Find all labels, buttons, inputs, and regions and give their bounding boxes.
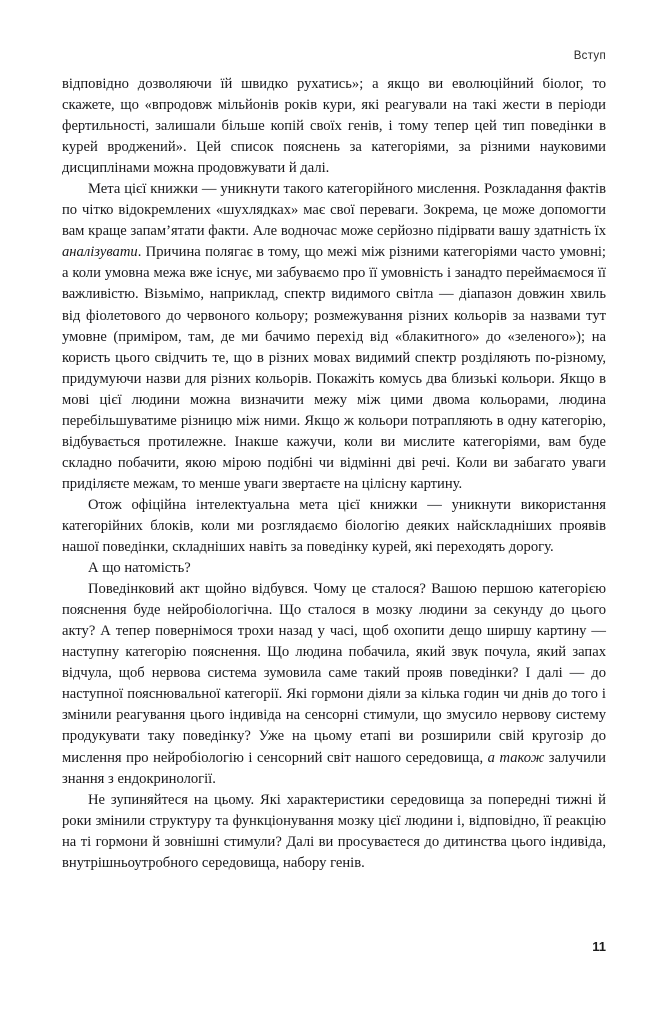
paragraph bbox=[62, 179, 606, 495]
paragraph-text: . Причина полягає в тому, що межі між різними категоріями часто умовні; а коли умовна межа вже існує, ми забуваємо про її умовність і занадто переймаємося її важливістю. Візьмімо, наприклад, спектр видимого світла — діапазон довжин хвиль від фіолетового до червоного кольору; розмежування різних кольорів за назвами тут умовне (приміром, там, де ми бачимо перехід від «блакитного» до «зеленого»); на користь цього свідчить те, що в різних мовах видимий спектр розділяють по-різному, придумуючи назви для різних кольорів. Покажіть комусь два близькі кольори. Якщо в мові цієї людини можна визначити межу між цими двома кольорами, людина перебільшуватиме різницю між ними. Якщо ж кольори потрапляють в одну категорію, відбувається протилежне. Інакше кажучи, коли ви мислите категоріями, вам буде складно побачити, якою мірою подібні чи відмінні дві речі. Коли ви забагато уваги приділяєте межам, то менше уваги звертаєте на цілісну картину. bbox=[62, 244, 606, 492]
paragraph-text: Поведінковий акт щойно відбувся. Чому це сталося? Вашою першою категорією пояснення буде нейробіологічна. Що сталося в мозку людини за секунду до цього акту? А тепер повернімося трохи назад у часі, щоб охопити дещо ширшу картину — наступну категорію пояснення. Що людина побачила, який звук почула, який запах відчула, щоб нервова система зумовила саме такий прояв поведінки? І далі — до наступної пояснювальної категорії. Які гормони діяли за кілька годин чи днів до того і змінили реагування цього індивіда на сенсорні стимули, що змусило нервову систему продукувати таку поведінку? Уже на цьому етапі ви розширили свій кругозір до мислення про нейробіологію і сенсорний світ нашого середовища, bbox=[62, 581, 606, 766]
page-number: 11 bbox=[592, 939, 606, 954]
running-header: Вступ bbox=[573, 50, 606, 62]
paragraph bbox=[62, 558, 606, 579]
emphasis-text: а також bbox=[487, 749, 545, 766]
paragraph bbox=[62, 790, 606, 874]
paragraph-text: залучили знання з ендокринології. bbox=[62, 749, 606, 787]
paragraph-text: Не зупиняйтеся на цьому. Які характеристики середовища за попередні тижні й роки змінили структуру та функціонування мозку цієї людини і, відповідно, її реакцію на ті гормони й зовнішні стимули? Далі ви просуваєтеся до дитинства цього індивіда, внутрішньоутробного середовища, набору генів. bbox=[62, 791, 606, 871]
paragraph bbox=[62, 74, 606, 179]
paragraph bbox=[62, 579, 606, 789]
paragraph-text: Мета цієї книжки — уникнути такого категорійного мислення. Розкладання фактів по чітко відокремлених «шухлядках» має свої переваги. Зокрема, це може допомогти вам краще запам’ятати факти. Але водночас може серйозно підірвати вашу здатність їх bbox=[62, 181, 606, 240]
paragraph-text: Отож офіційна інтелектуальна мета цієї книжки — уникнути використання категорійних блоків, коли ми розглядаємо біологію деяких найскладніших проявів нашої поведінки, складніших навіть за поведінку курей, які переходять дорогу. bbox=[62, 496, 606, 556]
paragraph bbox=[62, 495, 606, 558]
paragraph-text: відповідно дозволяючи їй швидко рухатись»; а якщо ви еволюційний біолог, то скажете, що «впродовж мільйонів років кури, які реагували на такі жести в періоди фертильності, залишали більше копій своїх генів, і тому тепер цей тип поведінки в курей вроджений». Цей список пояснень за категоріями, за різними науковими дисциплінами можна продовжувати й далі. bbox=[62, 76, 606, 177]
emphasis-text: аналізувати bbox=[62, 244, 138, 261]
body-text-block bbox=[62, 74, 606, 874]
paragraph-text: А що натомість? bbox=[88, 560, 191, 577]
